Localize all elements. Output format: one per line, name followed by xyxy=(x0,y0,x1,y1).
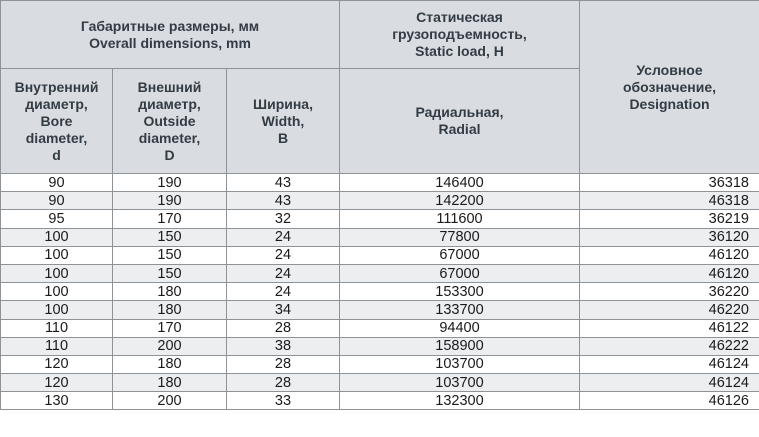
table-row xyxy=(1,337,759,355)
table-row xyxy=(1,301,759,319)
outside-diameter-cell: 170 xyxy=(113,319,227,337)
outside-diameter-cell: 150 xyxy=(113,228,227,246)
width-cell: 28 xyxy=(227,355,340,373)
table-row xyxy=(1,174,759,192)
radial-load-cell: 67000 xyxy=(340,246,580,264)
designation-cell: 46126 xyxy=(580,392,759,410)
width-cell: 24 xyxy=(227,228,340,246)
designation-cell: 46122 xyxy=(580,319,759,337)
outside-diameter-cell: 200 xyxy=(113,337,227,355)
bore-diameter-cell: 110 xyxy=(1,337,113,355)
width-cell: 34 xyxy=(227,301,340,319)
width-header: Ширина, Width, B xyxy=(227,69,340,174)
width-cell: 43 xyxy=(227,174,340,192)
bore-diameter-cell: 120 xyxy=(1,355,113,373)
width-cell: 38 xyxy=(227,337,340,355)
width-cell: 24 xyxy=(227,246,340,264)
designation-cell: 46318 xyxy=(580,192,759,210)
width-cell: 28 xyxy=(227,319,340,337)
radial-load-cell: 103700 xyxy=(340,355,580,373)
bore-diameter-cell: 90 xyxy=(1,192,113,210)
width-cell: 32 xyxy=(227,210,340,228)
outside-diameter-cell: 190 xyxy=(113,174,227,192)
static-load-header: Статическая грузоподъемность, Static load, H xyxy=(340,1,580,69)
bore-diameter-cell: 100 xyxy=(1,301,113,319)
designation-cell: 36220 xyxy=(580,283,759,301)
outside-diameter-cell: 180 xyxy=(113,283,227,301)
bore-diameter-cell: 100 xyxy=(1,228,113,246)
designation-cell: 46220 xyxy=(580,301,759,319)
bore-diameter-cell: 90 xyxy=(1,174,113,192)
designation-cell: 46120 xyxy=(580,246,759,264)
bore-diameter-cell: 100 xyxy=(1,283,113,301)
outside-diameter-cell: 170 xyxy=(113,210,227,228)
outside-diameter-cell: 180 xyxy=(113,355,227,373)
radial-load-cell: 142200 xyxy=(340,192,580,210)
radial-load-header: Радиальная, Radial xyxy=(340,69,580,174)
width-cell: 43 xyxy=(227,192,340,210)
overall-dimensions-header: Габаритные размеры, мм Overall dimensions, mm xyxy=(1,1,340,69)
radial-load-cell: 132300 xyxy=(340,392,580,410)
bore-diameter-cell: 130 xyxy=(1,392,113,410)
table-row xyxy=(1,192,759,210)
designation-header: Условное обозначение, Designation xyxy=(580,1,759,174)
table-row xyxy=(1,392,759,410)
radial-load-cell: 94400 xyxy=(340,319,580,337)
width-cell: 24 xyxy=(227,283,340,301)
radial-load-cell: 158900 xyxy=(340,337,580,355)
outside-diameter-cell: 180 xyxy=(113,301,227,319)
outside-diameter-cell: 190 xyxy=(113,192,227,210)
radial-load-cell: 77800 xyxy=(340,228,580,246)
radial-load-cell: 67000 xyxy=(340,264,580,282)
bore-diameter-cell: 95 xyxy=(1,210,113,228)
width-cell: 28 xyxy=(227,374,340,392)
bore-diameter-header: Внутренний диаметр, Bore diameter, d xyxy=(1,69,113,174)
outside-diameter-cell: 180 xyxy=(113,374,227,392)
radial-load-cell: 146400 xyxy=(340,174,580,192)
radial-load-cell: 133700 xyxy=(340,301,580,319)
radial-load-cell: 103700 xyxy=(340,374,580,392)
radial-load-cell: 153300 xyxy=(340,283,580,301)
designation-cell: 46124 xyxy=(580,355,759,373)
outside-diameter-cell: 150 xyxy=(113,264,227,282)
designation-cell: 36219 xyxy=(580,210,759,228)
table-row xyxy=(1,210,759,228)
designation-cell: 46124 xyxy=(580,374,759,392)
table-row xyxy=(1,283,759,301)
width-cell: 24 xyxy=(227,264,340,282)
table-row xyxy=(1,319,759,337)
outside-diameter-cell: 150 xyxy=(113,246,227,264)
table-row xyxy=(1,374,759,392)
designation-cell: 36120 xyxy=(580,228,759,246)
outside-diameter-header: Внешний диаметр, Outside diameter, D xyxy=(113,69,227,174)
width-cell: 33 xyxy=(227,392,340,410)
table-row xyxy=(1,264,759,282)
designation-cell: 36318 xyxy=(580,174,759,192)
designation-cell: 46222 xyxy=(580,337,759,355)
designation-cell: 46120 xyxy=(580,264,759,282)
bore-diameter-cell: 100 xyxy=(1,264,113,282)
bore-diameter-cell: 100 xyxy=(1,246,113,264)
table-row xyxy=(1,246,759,264)
bore-diameter-cell: 120 xyxy=(1,374,113,392)
radial-load-cell: 111600 xyxy=(340,210,580,228)
table-row xyxy=(1,228,759,246)
outside-diameter-cell: 200 xyxy=(113,392,227,410)
bore-diameter-cell: 110 xyxy=(1,319,113,337)
table-row xyxy=(1,355,759,373)
